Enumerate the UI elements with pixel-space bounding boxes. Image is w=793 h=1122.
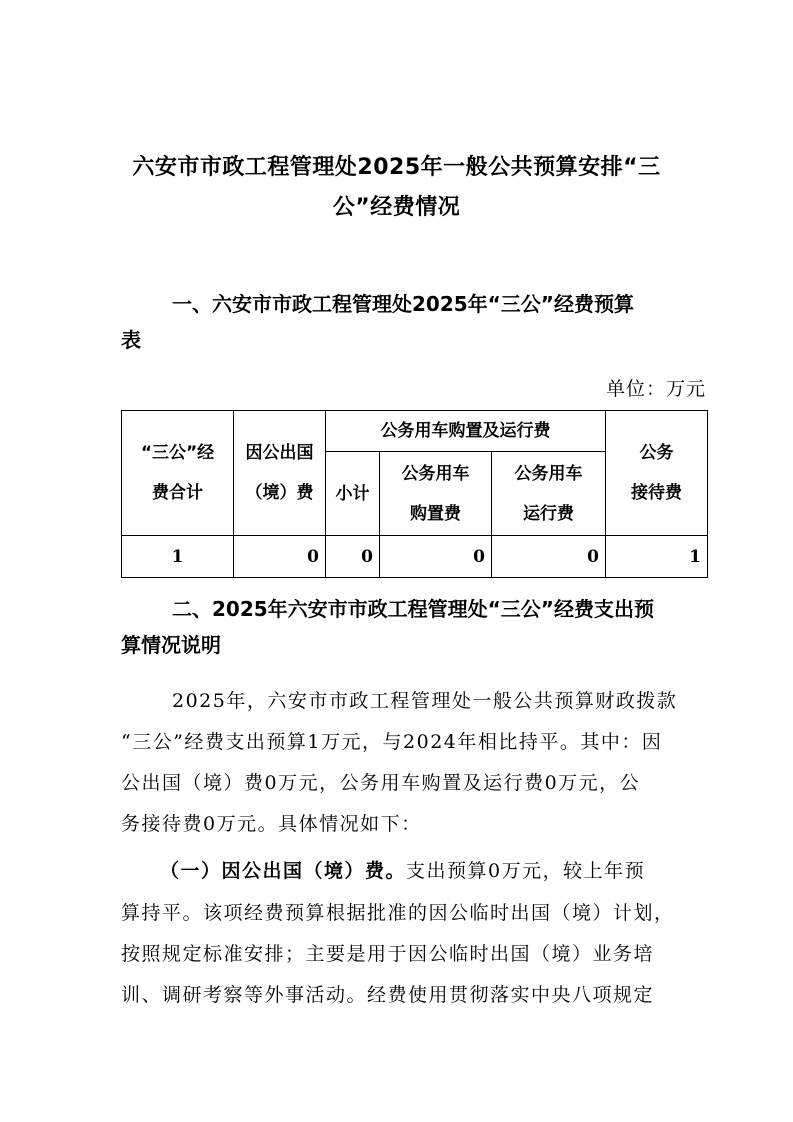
- paragraph-1-line-2: “三公”经费支出预算1万元，与2024年相比持平。其中：因: [121, 731, 663, 753]
- section-2-heading-line-2: 算情况说明: [121, 633, 221, 657]
- paragraph-2-line-1: [160, 856, 645, 883]
- header-subtotal: 小计: [326, 452, 380, 536]
- header-operation-line-2: 运行费: [523, 503, 574, 524]
- header-vehicle-group: 公务用车购置及运行费: [326, 411, 606, 452]
- header-purchase: [380, 452, 492, 536]
- header-reception-line-2: 接待费: [631, 483, 682, 503]
- paragraph-2-bold-lead: （一）因公出国（境）费。: [160, 860, 407, 882]
- paragraph-1-line-3: 公出国（境）费0万元，公务用车购置及运行费0万元，公: [121, 772, 641, 794]
- header-total-line-1: “三公”经: [140, 443, 215, 463]
- header-purchase-line-1: 公务用车: [401, 463, 470, 484]
- budget-table: [121, 410, 708, 578]
- header-reception: [606, 411, 708, 536]
- unit-label: 单位：万元: [605, 378, 706, 400]
- section-2-heading-line-1: 二、2025年六安市市政工程管理处“三公”经费支出预: [172, 597, 654, 621]
- paragraph-2-line-1-rest: 支出预算0万元，较上年预: [406, 860, 646, 882]
- section-1-heading-line-1: 一、六安市市政工程管理处2025年“三公”经费预算: [172, 292, 634, 316]
- paragraph-2-line-2: 算持平。该项经费预算根据批准的因公临时出国（境）计划，: [121, 902, 675, 924]
- header-total-line-2: 费合计: [152, 483, 203, 503]
- cell-subtotal: 0: [326, 536, 380, 578]
- header-total: [122, 411, 234, 536]
- header-operation-line-1: 公务用车: [514, 463, 583, 484]
- header-reception-line-1: 公务: [639, 443, 674, 463]
- header-operation: [492, 452, 606, 536]
- page-title-line-2: 公”经费情况: [332, 195, 461, 220]
- cell-abroad: 0: [234, 536, 326, 578]
- header-purchase-line-2: 购置费: [410, 503, 461, 524]
- cell-reception: 1: [606, 536, 708, 578]
- header-abroad-line-1: 因公出国: [245, 443, 314, 463]
- cell-operation: 0: [492, 536, 606, 578]
- paragraph-1-line-1: 2025年，六安市市政工程管理处一般公共预算财政拨款: [172, 690, 678, 712]
- page-title-line-1: 六安市市政工程管理处2025年一般公共预算安排“三: [132, 155, 661, 180]
- section-1-heading-line-2: 表: [121, 328, 141, 352]
- header-abroad: [234, 411, 326, 536]
- cell-total: 1: [122, 536, 234, 578]
- paragraph-2-line-4: 训、调研考察等外事活动。经费使用贯彻落实中央八项规定: [121, 984, 655, 1006]
- cell-purchase: 0: [380, 536, 492, 578]
- paragraph-1-line-4: 务接待费0万元。具体情况如下：: [121, 813, 422, 835]
- header-abroad-line-2: （境）费: [245, 483, 314, 503]
- paragraph-2-line-3: 按照规定标准安排；主要是用于因公临时出国（境）业务培: [121, 943, 655, 965]
